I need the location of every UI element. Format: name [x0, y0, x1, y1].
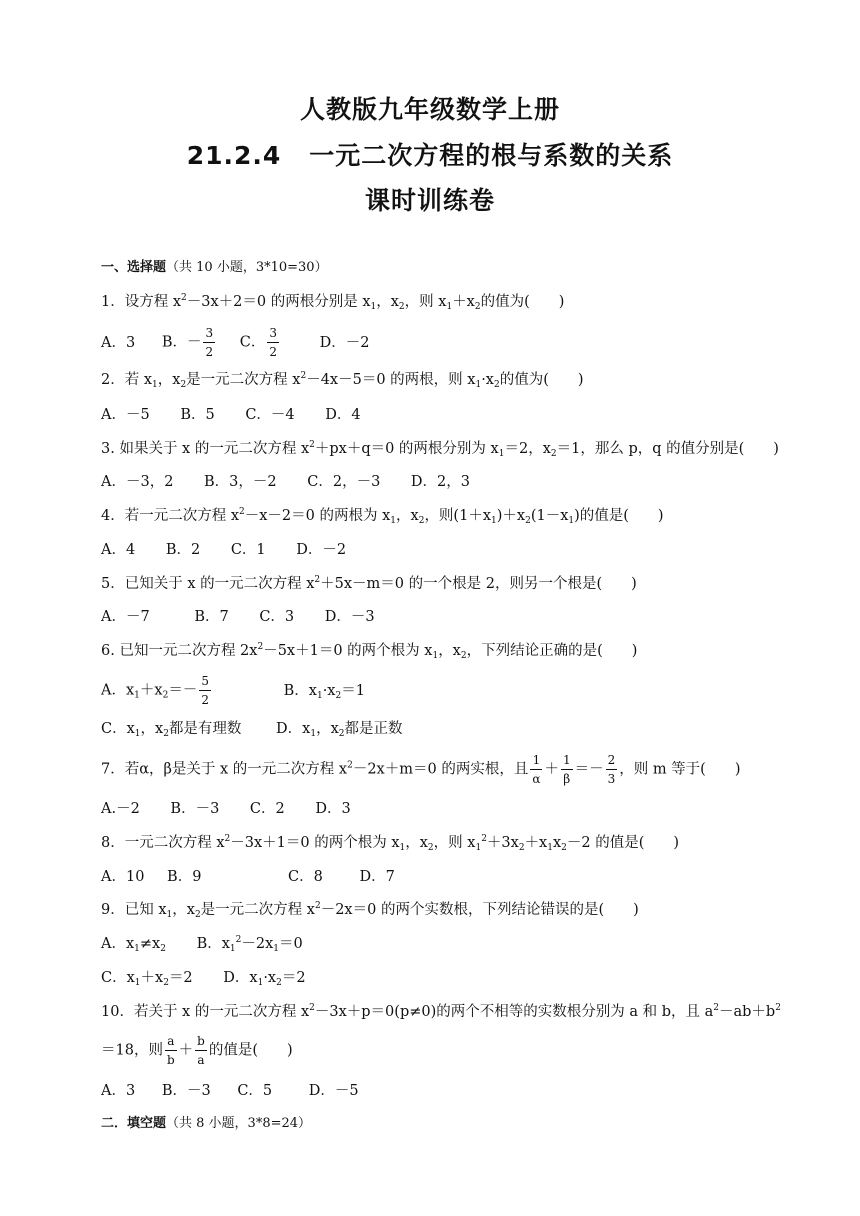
question-5-stem: 5．已知关于 x 的一元二次方程 $x^2+5x-m=0$ 的一个根是 2，则另一个根是( ): [101, 575, 637, 592]
question-4-options: [101, 540, 800, 560]
option-a: A．4: [101, 542, 136, 558]
question-10-options: [101, 1081, 800, 1101]
option-a: A.－2: [101, 801, 140, 817]
option-a: A．$x_1\ne x_2$: [101, 936, 166, 954]
question-8-options: [101, 867, 800, 887]
option-a: A．3: [101, 1083, 136, 1099]
question-8-stem: 8．一元二次方程 $x^2-3x+1=0$ 的两个根为 $x_1$，$x_2$，则 $x_1^2+3x_2+x_1x_2-2$ 的值是( ): [101, 834, 680, 853]
option-d: D．－2: [319, 334, 370, 351]
question-6-stem: 6. 已知一元二次方程 $2x^2-5x+1=0$ 的两个根为 $x_1$，$x_2$，下列结论正确的是( ): [101, 642, 638, 661]
option-b: B．9: [167, 869, 202, 885]
section-2-meta: （共 8 小题，3*8=24）: [166, 1116, 312, 1131]
option-a: A．－5: [101, 407, 150, 423]
option-d: D．7: [359, 869, 395, 885]
question-9-options-row-2: [101, 968, 800, 988]
option-d: D．－3: [324, 609, 375, 625]
question-2-stem: 2．若 $x_1$，$x_2$是一元二次方程 $x^2-4x-5=0$ 的两根，则 $x_1\cdot x_2$的值为( ): [101, 371, 584, 390]
option-c: C．2: [249, 801, 285, 817]
option-a: A．3: [101, 334, 136, 351]
option-b: B．－ $\frac{3}{2}$: [161, 326, 214, 359]
option-b: B．3，－2: [204, 474, 277, 490]
option-b: B．7: [194, 609, 229, 625]
option-a: A．$x_1+x_2=-$ $\frac{5}{2}$: [101, 674, 209, 707]
option-a: A．－7: [101, 609, 150, 625]
question-7-options: [101, 799, 800, 819]
option-c: C．5: [237, 1083, 273, 1099]
question-2-options: [101, 405, 800, 425]
question-1-stem: 1．设方程 $x^2-3x+2=0$ 的两根分别是 $x_1$，$x_2$，则 $x_1+x_2$的值为( ): [101, 293, 565, 312]
option-a: A．－3，2: [101, 474, 174, 490]
option-b: B．$x_1^2-2x_1=0$: [196, 935, 303, 954]
option-c: C．$x_1+x_2=2$: [101, 970, 193, 988]
section-1-heading: [101, 258, 800, 278]
option-c: C．$x_1$，$x_2$都是有理数: [101, 721, 242, 739]
section-1-label: 一、选择题: [101, 260, 167, 275]
section-2-heading: [101, 1114, 800, 1134]
title-line-3: 课时训练卷: [364, 186, 495, 215]
option-c: C．2，－3: [307, 474, 381, 490]
option-c: C．3: [259, 609, 295, 625]
question-4-stem: 4．若一元二次方程 $x^2-x-2=0$ 的两根为 $x_1$，$x_2$，则$(1+x_1)+x_2(1-x_1)$的值是( ): [101, 507, 664, 526]
section-2-label: 二．填空题: [101, 1116, 167, 1131]
question-9-stem: 9．已知 $x_1$，$x_2$是一元二次方程 $x^2-2x=0$ 的两个实数根，下列结论错误的是( ): [101, 901, 639, 920]
option-c: C．1: [230, 542, 266, 558]
section-1-meta: （共 10 小题，3*10=30）: [166, 260, 328, 275]
question-9-options-row-1: [101, 934, 800, 954]
option-c: C． $\frac{3}{2}$: [239, 326, 277, 359]
option-d: D．2，3: [410, 474, 470, 490]
question-6-options-row-2: [101, 719, 800, 739]
section-number: 21.2.4: [186, 141, 282, 170]
option-d: D．3: [315, 801, 351, 817]
question-10-stem-line-1: 10．若关于 x 的一元二次方程 $x^2-3x+p=0(p\ne 0)$的两个不相等的实数根分别为 a 和 b，且 $a^2-ab+b^2$: [101, 1003, 781, 1020]
question-7-stem: 7．若α，β是关于 x 的一元二次方程 $x^2-2x+m=0$ 的两实根，且 $\frac{1}{\alpha}$ ＋ $\frac{1}{\beta}$ ＝－ $\frac{2}{3}$ ，则 m 等于( ): [101, 753, 741, 786]
title-line-1: 人教版九年级数学上册: [299, 95, 560, 124]
option-b: B．－3: [170, 801, 220, 817]
option-b: B．2: [165, 542, 201, 558]
title-line-2: [0, 136, 860, 172]
option-b: B．－3: [161, 1083, 211, 1099]
option-d: D．$x_1\cdot x_2=2$: [223, 970, 306, 988]
question-1-options: [101, 324, 800, 361]
question-10-stem-line-2: ＝18，则 $\frac{a}{b}$ ＋ $\frac{b}{a}$ 的值是( ): [101, 1034, 293, 1067]
option-d: D．$x_1$，$x_2$都是正数: [276, 721, 403, 739]
option-a: A．10: [101, 869, 145, 885]
option-c: C．－4: [245, 407, 295, 423]
question-6-options-row-1: [101, 672, 800, 709]
option-d: D．4: [325, 407, 361, 423]
question-5-options: [101, 607, 800, 627]
option-b: B．5: [180, 407, 215, 423]
question-3-stem: 3. 如果关于 x 的一元二次方程 $x^2+px+q=0$ 的两根分别为 $x_1=2$，$x_2=1$，那么 p，q 的值分别是( ): [101, 440, 779, 459]
option-d: D．－2: [296, 542, 347, 558]
option-d: D．－5: [308, 1083, 359, 1099]
section-title: 一元二次方程的根与系数的关系: [309, 141, 674, 170]
option-b: B．$x_1\cdot x_2=1$: [283, 682, 365, 701]
option-c: C．8: [288, 869, 323, 885]
question-3-options: [101, 472, 800, 492]
